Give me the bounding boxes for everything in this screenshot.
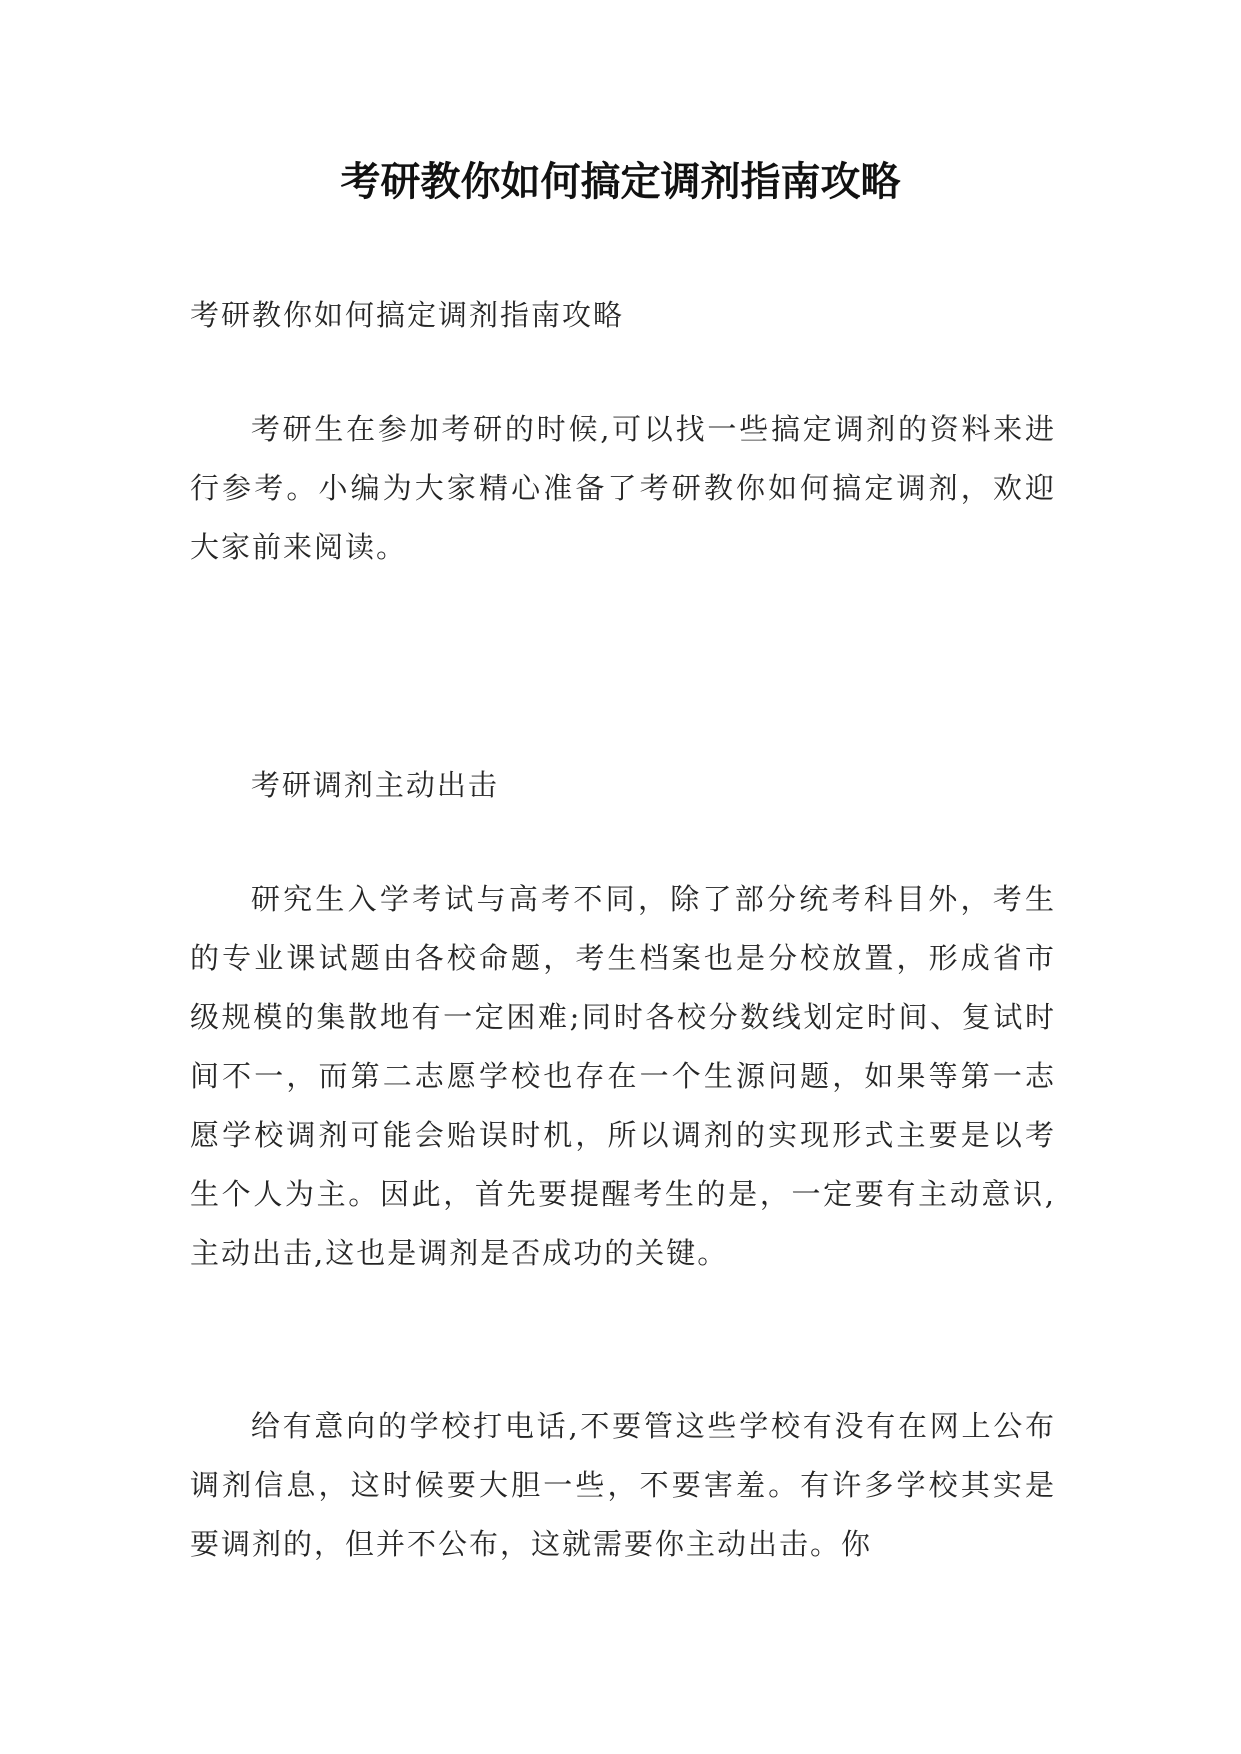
document-subtitle: 考研教你如何搞定调剂指南攻略 (190, 298, 625, 332)
intro-paragraph: 考研生在参加考研的时候,可以找一些搞定调剂的资料来进行参考。小编为大家精心准备了考研教你如何搞定调剂，欢迎大家前来阅读。 (190, 412, 1056, 564)
section-heading: 考研调剂主动出击 (250, 768, 499, 802)
body-paragraph: 给有意向的学校打电话,不要管这些学校有没有在网上公布调剂信息，这时候要大胆一些，不要害羞。有许多学校其实是要调剂的，但并不公布，这就需要你主动出击。你 (190, 1409, 1056, 1561)
body-paragraph: 研究生入学考试与高考不同，除了部分统考科目外，考生的专业课试题由各校命题，考生档案也是分校放置，形成省市级规模的集散地有一定困难;同时各校分数线划定时间、复试时间不一，而第二志愿学校也存在一个生源问题，如果等第一志愿学校调剂可能会贻误时机，所以调剂的实现形式主要是以考生个人为主。因此，首先要提醒考生的是，一定要有主动意识,主动出击,这也是调剂是否成功的关键。 (190, 882, 1056, 1270)
document-title: 考研教你如何搞定调剂指南攻略 (340, 158, 901, 205)
